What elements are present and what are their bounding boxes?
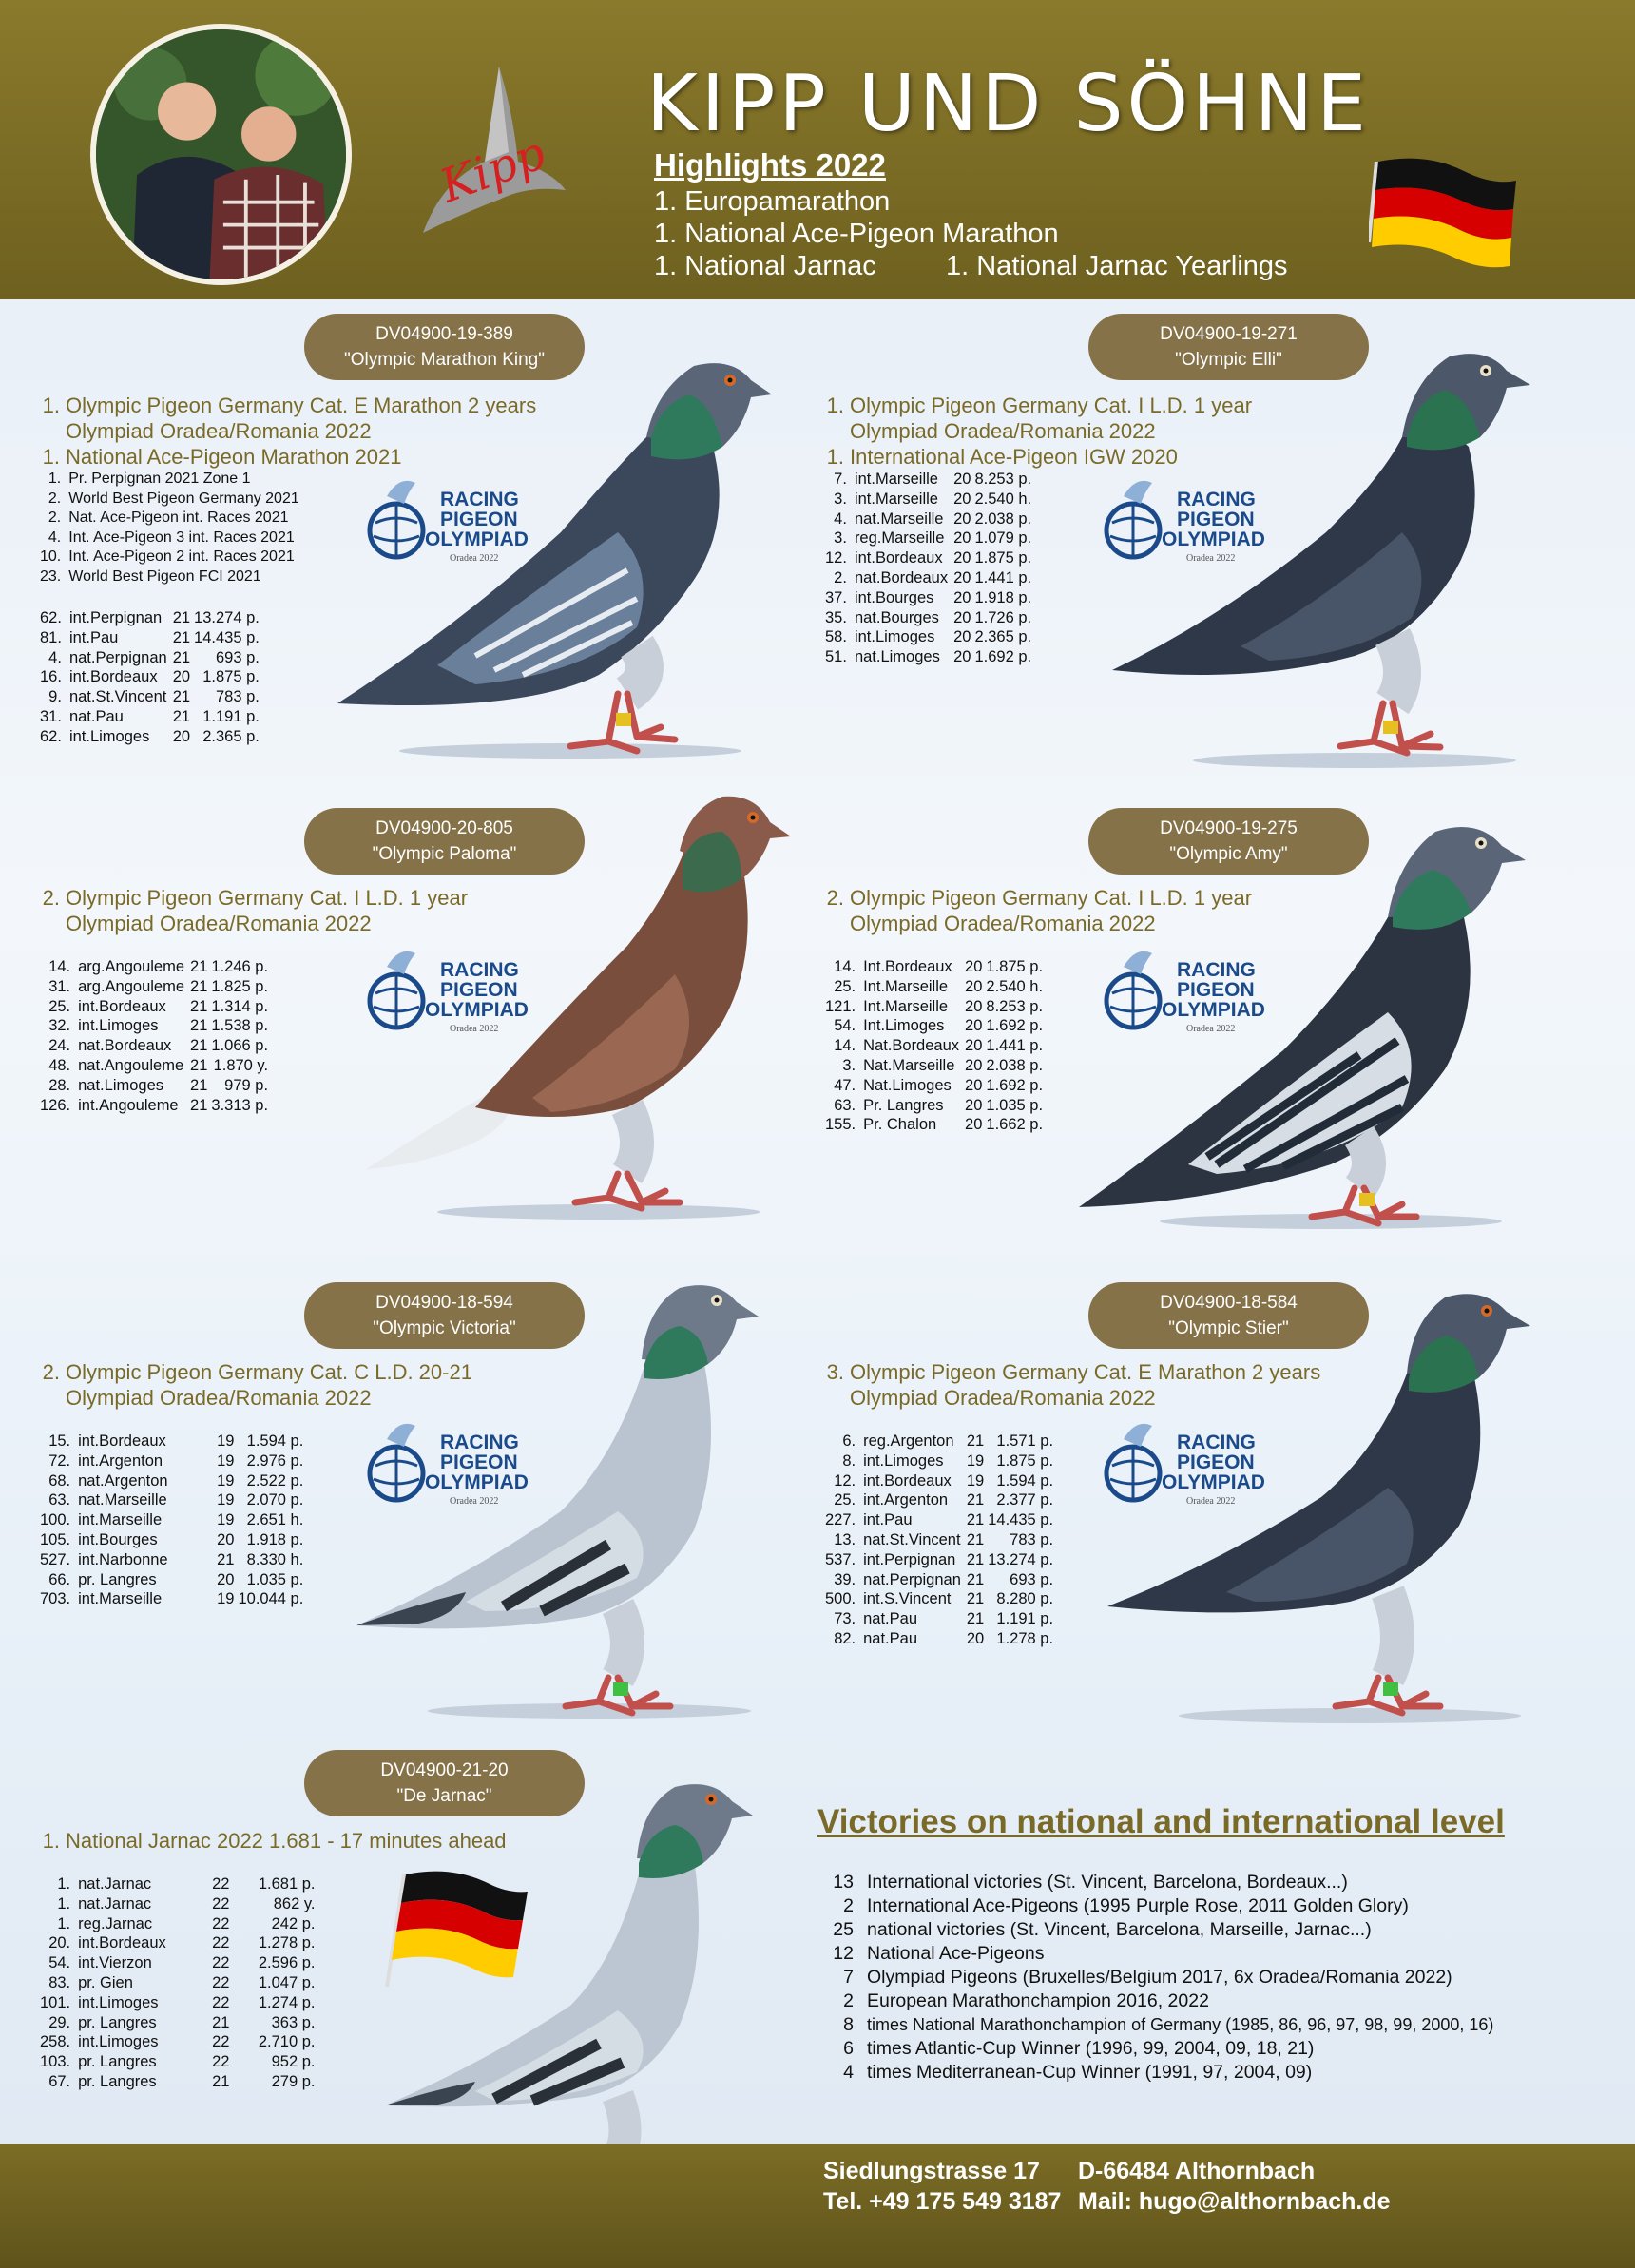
pigeon-name: "Olympic Amy" — [1169, 844, 1288, 864]
svg-text:RACING: RACING — [440, 959, 519, 981]
table-row: 258. int.Limoges 22 2.710 p. — [40, 2033, 316, 2051]
svg-text:RACING: RACING — [1177, 489, 1256, 510]
highlight-3: 1. National Jarnac — [654, 251, 876, 281]
title-block-p5: 2. Olympic Pigeon Germany Cat. C L.D. 20-21 Olympiad Oradea/Romania 2022 — [42, 1360, 472, 1410]
table-row: 47. Nat.Limoges 20 1.692 p. — [834, 1076, 1044, 1094]
table-row: 73. nat.Pau 21 1.191 p. — [834, 1610, 1054, 1628]
svg-text:Oradea 2022: Oradea 2022 — [1186, 553, 1236, 564]
pigeon-photo-olympic-paloma — [361, 794, 818, 1221]
svg-text:PIGEON: PIGEON — [440, 979, 518, 1001]
table-row: 31. arg.Angouleme 21 1.825 p. — [48, 977, 269, 995]
svg-text:PIGEON: PIGEON — [440, 1451, 518, 1473]
table-row: 105. int.Bourges 20 1.918 p. — [40, 1530, 304, 1548]
results-table-p1 — [40, 608, 260, 747]
list-item: 6 times Atlantic-Cup Winner (1996, 99, 2004, 09, 18, 21) — [843, 2038, 1315, 2059]
table-row: 25. Int.Marseille 20 2.540 h. — [834, 977, 1044, 995]
table-row: 58. int.Limoges 20 2.365 p. — [825, 628, 1032, 646]
ring-number: DV04900-19-275 — [1160, 818, 1298, 838]
svg-text:Kipp: Kipp — [433, 126, 552, 214]
header-banner — [0, 0, 1635, 299]
ring-number: DV04900-21-20 — [380, 1760, 509, 1780]
pigeon-name: "Olympic Elli" — [1175, 350, 1282, 370]
table-row: 1. nat.Jarnac 22 862 y. — [57, 1894, 316, 1912]
table-row: 13. nat.St.Vincent 21 783 p. — [834, 1530, 1054, 1548]
svg-text:OLYMPIAD: OLYMPIAD — [1162, 999, 1265, 1021]
table-row: 25. int.Argenton 21 2.377 p. — [834, 1491, 1054, 1509]
table-row: 4. Int. Ace-Pigeon 3 int. Races 2021 — [48, 529, 295, 546]
svg-text:Oradea 2022: Oradea 2022 — [1186, 1496, 1236, 1507]
highlights-title: Highlights 2022 — [654, 147, 886, 183]
victories-list — [818, 1871, 1493, 2085]
svg-text:Oradea 2022: Oradea 2022 — [450, 553, 499, 564]
table-row: 7. int.Marseille 20 8.253 p. — [834, 471, 1032, 488]
pigeon-name: "De Jarnac" — [396, 1786, 492, 1806]
table-row: 8. int.Limoges 19 1.875 p. — [842, 1451, 1054, 1470]
table-row: 15. int.Bordeaux 19 1.594 p. — [48, 1432, 304, 1450]
highlight-1: 1. Europamarathon — [654, 186, 891, 217]
table-row: 12. int.Bordeaux 20 1.875 p. — [825, 549, 1032, 567]
table-row: 23. World Best Pigeon FCI 2021 — [40, 567, 261, 585]
table-row: 101. int.Limoges 22 1.274 p. — [40, 1993, 316, 2011]
table-row: 527. int.Narbonne 21 8.330 h. — [40, 1550, 304, 1568]
list-item: 13 International victories (St. Vincent, Barcelona, Bordeaux...) — [833, 1872, 1348, 1893]
table-row: 14. Int.Bordeaux 20 1.875 p. — [834, 958, 1044, 975]
table-row: 20. int.Bordeaux 22 1.278 p. — [48, 1934, 316, 1952]
list-item: 2 European Marathonchampion 2016, 2022 — [843, 1990, 1209, 2011]
svg-text:OLYMPIAD: OLYMPIAD — [425, 1471, 529, 1493]
table-row: 155. Pr. Chalon 20 1.662 p. — [825, 1116, 1044, 1134]
table-row: 66. pr. Langres 20 1.035 p. — [48, 1570, 304, 1588]
pigeon-name: "Olympic Paloma" — [372, 844, 517, 864]
table-row: 67. pr. Langres 21 279 p. — [48, 2072, 316, 2090]
pigeon-name: "Olympic Victoria" — [373, 1318, 516, 1338]
table-row: 9. nat.St.Vincent 21 783 p. — [48, 688, 260, 706]
table-row: 68. nat.Argenton 19 2.522 p. — [48, 1471, 304, 1490]
pigeon-photo-de-jarnac — [380, 1768, 789, 2205]
svg-text:PIGEON: PIGEON — [440, 509, 518, 530]
table-row: 81. int.Pau 21 14.435 p. — [40, 628, 260, 646]
table-row: 29. pr. Langres 21 363 p. — [48, 2013, 316, 2031]
table-row: 6. reg.Argenton 21 1.571 p. — [842, 1432, 1054, 1450]
svg-text:PIGEON: PIGEON — [1177, 979, 1255, 1001]
table-row: 31. nat.Pau 21 1.191 p. — [40, 707, 260, 725]
svg-text:OLYMPIAD: OLYMPIAD — [425, 529, 529, 550]
victories-title: Victories on national and international level — [818, 1803, 1505, 1840]
pigeon-photo-olympic-victoria — [352, 1274, 798, 1720]
extras-table-p1 — [40, 470, 299, 586]
svg-text:RACING: RACING — [440, 489, 519, 510]
list-item: 25 national victories (St. Vincent, Barcelona, Marseille, Jarnac...) — [833, 1919, 1372, 1940]
table-row: 500. int.S.Vincent 21 8.280 p. — [825, 1590, 1054, 1608]
table-row: 121. Int.Marseille 20 8.253 p. — [825, 997, 1044, 1015]
svg-text:Oradea 2022: Oradea 2022 — [1186, 1024, 1236, 1034]
list-item: 2 International Ace-Pigeons (1995 Purple Rose, 2011 Golden Glory) — [843, 1895, 1409, 1916]
title-block-p6: 3. Olympic Pigeon Germany Cat. E Marathon 2 years Olympiad Oradea/Romania 2022 — [826, 1360, 1321, 1410]
table-row: 54. int.Vierzon 22 2.596 p. — [48, 1954, 316, 1972]
table-row: 3. reg.Marseille 20 1.079 p. — [834, 529, 1032, 548]
table-row: 62. int.Perpignan 21 13.274 p. — [40, 609, 260, 626]
table-row: 126. int.Angouleme 21 3.313 p. — [40, 1096, 269, 1114]
ring-number: DV04900-18-584 — [1160, 1293, 1298, 1313]
list-item: 12 National Ace-Pigeons — [833, 1943, 1045, 1964]
table-row: 62. int.Limoges 20 2.365 p. — [40, 727, 260, 745]
table-row: 3. Nat.Marseille 20 2.038 p. — [842, 1056, 1044, 1074]
table-row: 1. reg.Jarnac 22 242 p. — [57, 1914, 316, 1932]
table-row: 51. nat.Limoges 20 1.692 p. — [825, 648, 1032, 666]
table-row: 103. pr. Langres 22 952 p. — [40, 2053, 316, 2071]
table-row: 3. int.Marseille 20 2.540 h. — [834, 490, 1032, 508]
pigeon-photo-olympic-stier — [1103, 1278, 1568, 1725]
table-row: 63. nat.Marseille 19 2.070 p. — [48, 1491, 304, 1509]
svg-text:OLYMPIAD: OLYMPIAD — [1162, 529, 1265, 550]
table-row: 24. nat.Bordeaux 21 1.066 p. — [48, 1037, 269, 1055]
table-row: 32. int.Limoges 21 1.538 p. — [48, 1017, 269, 1035]
title-block-p1: 1. Olympic Pigeon Germany Cat. E Marathon 2 years Olympiad Oradea/Romania 2022 1. National Ace-Pigeon Marathon 2021 — [42, 394, 537, 469]
address-city: D-66484 Althornbach — [1078, 2158, 1316, 2184]
ring-number: DV04900-19-389 — [375, 324, 513, 344]
pigeon-name: "Olympic Stier" — [1168, 1318, 1289, 1338]
svg-text:RACING: RACING — [1177, 959, 1256, 981]
email-link[interactable]: Mail: hugo@althornbach.de — [1078, 2188, 1391, 2215]
table-row: 82. nat.Pau 20 1.278 p. — [834, 1629, 1054, 1647]
table-row: 83. pr. Gien 22 1.047 p. — [48, 1973, 316, 1991]
svg-text:PIGEON: PIGEON — [1177, 509, 1255, 530]
title-block-p4: 2. Olympic Pigeon Germany Cat. I L.D. 1 year Olympiad Oradea/Romania 2022 — [826, 886, 1253, 935]
table-row: 703. int.Marseille 19 10.044 p. — [40, 1590, 304, 1608]
svg-text:RACING: RACING — [440, 1432, 519, 1453]
results-table-p4 — [825, 957, 1043, 1135]
svg-text:OLYMPIAD: OLYMPIAD — [425, 999, 529, 1021]
ring-number: DV04900-20-805 — [375, 818, 513, 838]
table-row: 72. int.Argenton 19 2.976 p. — [48, 1451, 304, 1470]
table-row: 12. int.Bordeaux 19 1.594 p. — [834, 1471, 1054, 1490]
results-table-p7 — [40, 1874, 315, 2092]
table-row: 1. Pr. Perpignan 2021 Zone 1 — [48, 471, 251, 487]
table-row: 16. int.Bordeaux 20 1.875 p. — [40, 668, 260, 686]
table-row: 100. int.Marseille 19 2.651 h. — [40, 1511, 304, 1529]
phone-number: Tel. +49 175 549 3187 — [823, 2188, 1062, 2215]
table-row: 4. nat.Marseille 20 2.038 p. — [834, 509, 1032, 528]
table-row: 25. int.Bordeaux 21 1.314 p. — [48, 997, 269, 1015]
ring-number: DV04900-19-271 — [1160, 324, 1298, 344]
table-row: 28. nat.Limoges 21 979 p. — [48, 1076, 269, 1094]
pigeon-photo-olympic-amy — [1074, 803, 1568, 1231]
title-block-p3: 2. Olympic Pigeon Germany Cat. I L.D. 1 year Olympiad Oradea/Romania 2022 — [42, 886, 469, 935]
title-block-p2: 1. Olympic Pigeon Germany Cat. I L.D. 1 year Olympiad Oradea/Romania 2022 1. International Ace-Pigeon IGW 2020 — [826, 394, 1253, 469]
svg-text:OLYMPIAD: OLYMPIAD — [1162, 1471, 1265, 1493]
table-row: 37. int.Bourges 20 1.918 p. — [825, 588, 1032, 606]
brand-title: KIPP UND SÖHNE — [646, 59, 1370, 149]
owners-photo — [90, 24, 352, 285]
pigeon-photo-olympic-elli — [1107, 342, 1564, 770]
table-row: 48. nat.Angouleme 21 1.870 y. — [48, 1056, 269, 1074]
highlight-2: 1. National Ace-Pigeon Marathon — [654, 219, 1059, 249]
pigeon-name: "Olympic Marathon King" — [344, 350, 545, 370]
ring-number: DV04900-18-594 — [375, 1293, 513, 1313]
table-row: 4. nat.Perpignan 21 693 p. — [48, 648, 260, 666]
table-row: 227. int.Pau 21 14.435 p. — [825, 1511, 1054, 1529]
table-row: 1. nat.Jarnac 22 1.681 p. — [57, 1875, 316, 1893]
highlight-4: 1. National Jarnac Yearlings — [946, 251, 1288, 281]
svg-text:Oradea 2022: Oradea 2022 — [450, 1496, 499, 1507]
svg-text:RACING: RACING — [1177, 1432, 1256, 1453]
table-row: 35. nat.Bourges 20 1.726 p. — [825, 608, 1032, 626]
svg-text:Oradea 2022: Oradea 2022 — [450, 1024, 499, 1034]
table-row: 2. nat.Bordeaux 20 1.441 p. — [834, 568, 1032, 586]
table-row: 14. Nat.Bordeaux 20 1.441 p. — [834, 1037, 1044, 1055]
table-row: 39. nat.Perpignan 21 693 p. — [834, 1570, 1054, 1588]
results-table-p2 — [825, 470, 1031, 667]
table-row: 14. arg.Angouleme 21 1.246 p. — [48, 958, 269, 975]
list-item: 7 Olympiad Pigeons (Bruxelles/Belgium 2017, 6x Oradea/Romania 2022) — [843, 1967, 1452, 1988]
results-table-p3 — [40, 957, 268, 1115]
list-item: 8 times National Marathonchampion of Germany (1985, 86, 96, 97, 98, 99, 2000, 16) — [843, 2014, 1494, 2035]
title-block-p7: 1. National Jarnac 2022 1.681 - 17 minutes ahead — [42, 1829, 507, 1853]
table-row: 2. Nat. Ace-Pigeon int. Races 2021 — [48, 509, 289, 526]
results-table-p5 — [40, 1432, 303, 1609]
pigeon-photo-olympic-marathon-king — [333, 352, 808, 760]
svg-text:PIGEON: PIGEON — [1177, 1451, 1255, 1473]
footer-contact — [0, 2144, 1635, 2268]
table-row: 537. int.Perpignan 21 13.274 p. — [825, 1550, 1054, 1568]
table-row: 2. World Best Pigeon Germany 2021 — [48, 490, 299, 507]
address-street: Siedlungstrasse 17 — [823, 2158, 1040, 2184]
kipp-logo — [394, 57, 570, 247]
list-item: 4 times Mediterranean-Cup Winner (1991, 97, 2004, 09) — [843, 2062, 1313, 2083]
table-row: 63. Pr. Langres 20 1.035 p. — [834, 1096, 1044, 1114]
table-row: 10. Int. Ace-Pigeon 2 int. Races 2021 — [40, 548, 295, 565]
table-row: 54. Int.Limoges 20 1.692 p. — [834, 1017, 1044, 1035]
results-table-p6 — [825, 1432, 1053, 1649]
german-flag-icon — [1369, 152, 1521, 271]
